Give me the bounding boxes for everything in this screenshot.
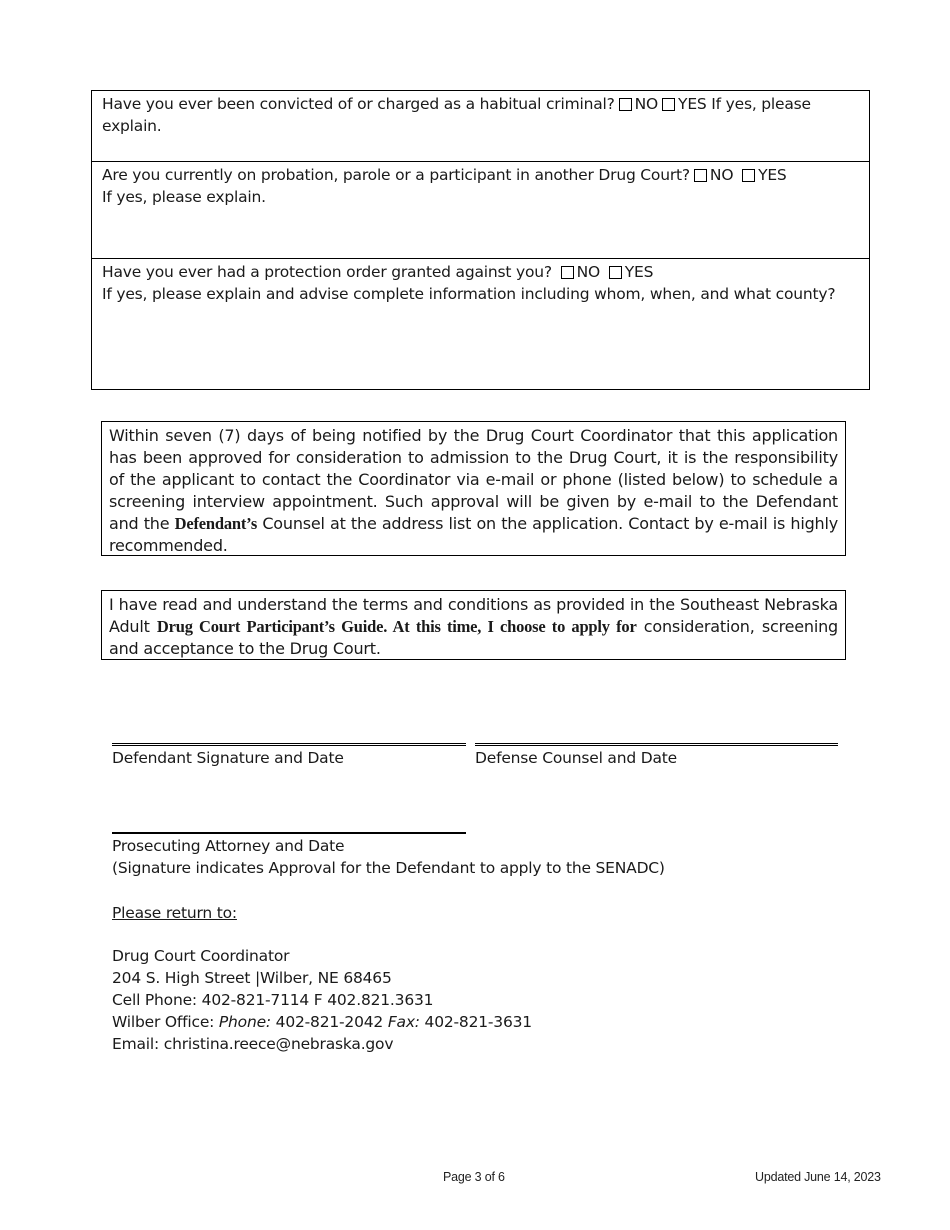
question-text: Have you ever been convicted of or charged as a habitual criminal? [102,95,615,113]
page-number: Page 3 of 6 [443,1170,505,1184]
yes-label: YES [624,263,654,281]
no-checkbox[interactable] [561,266,574,279]
ack-bold-text: Drug Court Participant’s Guide. At this time, I choose to apply for [156,617,637,636]
question-text: Are you currently on probation, parole or a participant in another Drug Court? [102,166,690,184]
explain-prompt: If yes, please explain. [102,188,266,206]
yes-label: YES [678,95,707,113]
coordinator-email: Email: christina.reece@nebraska.gov [112,1035,394,1053]
yes-checkbox[interactable] [662,98,675,111]
coordinator-name: Drug Court Coordinator [112,947,290,965]
coordinator-contact [112,945,532,1055]
yes-checkbox[interactable] [742,169,755,182]
office-label: Wilber Office: [112,1013,219,1031]
yes-checkbox[interactable] [609,266,622,279]
office-fax: 402-821-3631 [419,1013,532,1031]
yes-label: YES [758,166,787,184]
office-phone: 402-821-2042 [270,1013,388,1031]
coordinator-cell: Cell Phone: 402-821-7114 F 402.821.3631 [112,991,434,1009]
return-heading: Please return to: [112,904,237,922]
explain-prompt: If yes, please explain and advise complete information including whom, when, and what county? [102,285,836,303]
notice-box [101,421,846,556]
fax-label: Fax: [387,1013,420,1031]
coordinator-address: 204 S. High Street |Wilber, NE 68465 [112,969,392,987]
prosecutor-signature-line[interactable] [112,832,466,834]
counsel-signature-line[interactable] [475,743,838,746]
defendant-signature-label: Defendant Signature and Date [112,749,344,767]
questions-table [91,90,870,390]
explain-prompt: If yes, please explain. [102,95,811,135]
ack-text: I have read and understand the terms and conditions as provided in the Southeast Nebraska Adult [109,595,838,636]
coordinator-office [112,1011,532,1033]
defendant-signature-line[interactable] [112,743,466,746]
no-label: NO [634,95,659,113]
question-protection-order [92,258,869,389]
notice-text-end: Counsel at the address list on the application. Contact by e-mail is highly recommended. [109,514,838,555]
question-text: Have you ever had a protection order granted against you? [102,263,552,281]
acknowledgement-box [101,590,846,660]
no-label: NO [709,166,734,184]
return-heading-block [112,902,237,924]
no-checkbox[interactable] [694,169,707,182]
notice-bold-text: Defendant’s [174,514,258,533]
notice-text: Within seven (7) days of being notified by the Drug Court Coordinator that this application has been approved for consideration to admission to the Drug Court, it is the responsibility of the applicant to contact the Coordinator via e-mail or phone (listed below) to schedule a screening interview appointment. Such approval will be given by e-mail to the Defendant and the [109,426,838,533]
prosecutor-signature-label: Prosecuting Attorney and Date [112,837,345,855]
counsel-signature-label: Defense Counsel and Date [475,749,677,767]
prosecutor-note: (Signature indicates Approval for the Defendant to apply to the SENADC) [112,859,665,877]
no-label: NO [576,263,601,281]
prosecutor-block [112,835,665,879]
question-habitual-criminal [92,91,869,161]
question-probation [92,161,869,258]
ack-text-end: consideration, screening and acceptance to the Drug Court. [109,617,838,658]
updated-date: Updated June 14, 2023 [755,1170,881,1184]
no-checkbox[interactable] [619,98,632,111]
phone-label: Phone: [218,1013,271,1031]
